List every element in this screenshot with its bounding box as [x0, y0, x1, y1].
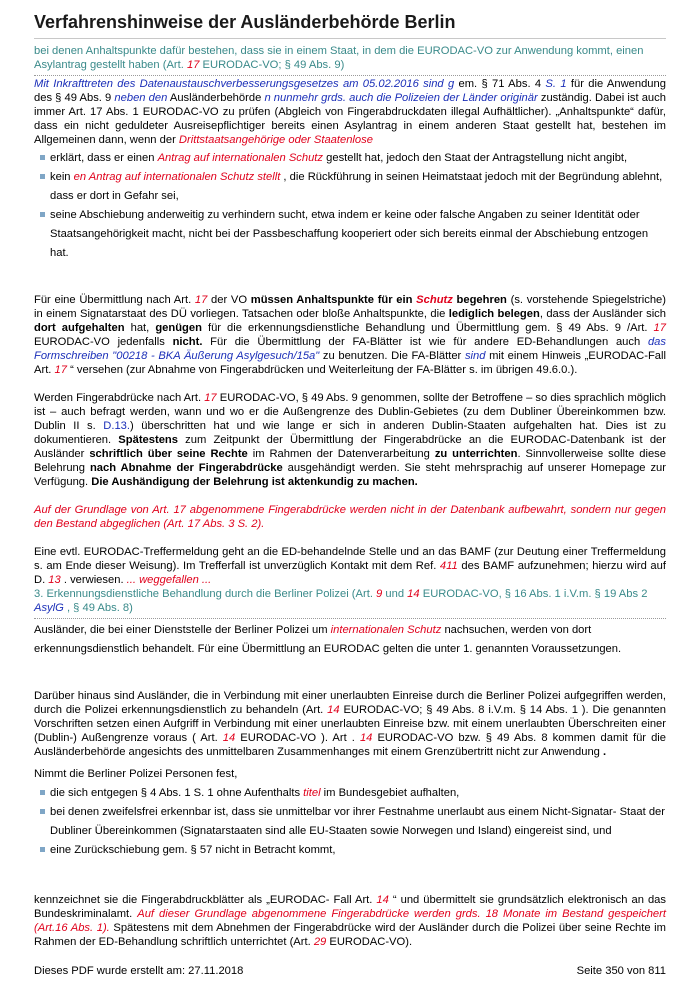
p2-s23: “ versehen (zur Abnahme von Fingerabdrücken und Weiterleitung der FA-Blätter s. im übrigen 49.6.0.).	[66, 364, 578, 376]
paragraph-treffermeldung	[34, 545, 666, 587]
p5-s5: . verwiesen.	[60, 574, 127, 586]
p3-s1: Werden Fingerabdrücke nach Art.	[34, 392, 205, 404]
p7-s3: EURODAC-VO; § 49 Abs. 8 i.V.m. § 14 Abs. 1 ). Die genannten Vorschriften setzen einen Aufgriff in Verbindung mit einer unerlaubten Einreise bzw. mit einem unerlaubten Überschreiten einer (Dublin-) Außengrenze voraus ( Art.	[34, 704, 666, 744]
p1-s7: n nunmehr grds. auch die Polizeien der Länder originär	[264, 92, 538, 104]
li-emph: titel	[303, 787, 321, 799]
p2-s4: müssen Anhaltspunkte für ein	[250, 294, 417, 306]
p9-s5: Spätestens mit dem Abnehmen der Fingerabdrücke wird der Ausländer durch die Polizei über seine Rechte im Rahmen der ED-Behandlung schriftlich unterrichtet (Art.	[34, 922, 666, 948]
h3-s7: , § 49 Abs. 8)	[63, 602, 133, 614]
p2-s7: (s. vorstehende Spiegelstriche) in einem Signatarstaat des DÜ vorliegen. Tatsachen oder bloße Anhaltspunkte, die	[34, 294, 666, 320]
p5-s6: ... weggefallen ...	[126, 574, 212, 586]
page-title: Verfahrenshinweise der Ausländerbehörde Berlin	[34, 10, 666, 39]
p7-s5: EURODAC-VO ). Art .	[235, 732, 360, 744]
bullet-icon	[40, 809, 45, 814]
p5-s3: des BAMF aufzunehmen; hierzu wird auf D.	[34, 560, 666, 586]
h3-s4: 14	[407, 588, 420, 600]
li-text: eine Zurückschiebung gem. § 57 nicht in Betracht kommt,	[50, 844, 336, 856]
p3-s9: im Rahmen der Datenverarbeitung	[247, 448, 435, 460]
p2-s15: EURODAC-VO jedenfalls	[34, 336, 173, 348]
intro-paragraph	[34, 44, 666, 72]
list-item	[34, 803, 666, 841]
li-emph: Antrag auf internationalen Schutz	[157, 152, 327, 164]
p9-s7: EURODAC-VO).	[326, 936, 413, 948]
paragraph-aufgegriffen	[34, 689, 666, 759]
li-text: die sich entgegen § 4 Abs. 1 S. 1 ohne Aufenthalts	[50, 787, 304, 799]
bullet-icon	[40, 174, 45, 179]
p3-s13: ausgehändigt werden. Sie steht mehrsprachig auf unserer Homepage zur Verfügung.	[34, 462, 666, 488]
article-ref: 17	[186, 59, 200, 71]
p3-s3: EURODAC-VO, § 49 Abs. 9 genommen, sollte der Betroffene – so dies sprachlich möglich ist – auch befragt werden, wann und wo er die Außengrenze des Dublin-Gebietes (zu dem Dubliner Übereinkommen bzw. Dublin II s.	[34, 392, 667, 432]
p3-s5: ) überschritten hat und wie lange er sich in anderen Dublin-Staaten aufgehalten hat. Dies ist zu dokumentieren.	[34, 420, 666, 446]
bullet-icon	[40, 212, 45, 217]
p1-s1: Mit Inkrafttreten des Datenaustauschverbesserungsgesetzes am 05.02.2016 sind g	[34, 78, 455, 90]
p2-s14: 17	[653, 322, 666, 334]
list-item	[34, 149, 666, 168]
footer-created-date: Dieses PDF wurde erstellt am: 27.11.2018	[34, 965, 244, 977]
paragraph-inkrafttreten	[34, 77, 666, 147]
list-item	[34, 206, 666, 263]
p5-s2: 411	[439, 560, 458, 572]
p6-s2: internationalen Schutz	[330, 624, 442, 636]
p2-s5: Schutz	[416, 294, 453, 306]
p2-s8: lediglich belegen	[448, 308, 540, 320]
p2-s17: Für die Übermittlung der FA-Blätter ist wie für andere ED-Behandlungen auch	[202, 336, 648, 348]
p1-s4: für die Anwendung des § 49 Abs. 9	[34, 78, 666, 104]
link-d13[interactable]: D.13.	[103, 420, 130, 432]
bullet-icon	[40, 847, 45, 852]
p3-s11: . Sinnvollerweise sollte diese Belehrung	[34, 448, 666, 474]
p6-s3: nachsuchen, werden von dort erkennungsdienstlich behandelt. Für eine Übermittlung an EURODAC gelten die unter 1. genannten Voraussetzungen.	[34, 624, 622, 655]
p7-s7: EURODAC-VO bzw. § 49 Abs. 8 kommen damit für die Ausländerbehörde angesichts des unmittelbaren Zusammenhanges mit einem Grenzübertritt nicht zur Anwendung	[34, 732, 666, 758]
p2-s18: das Formschreiben "00218 - BKA Äußerung Asylgesuch/15a"	[34, 336, 666, 362]
p2-s12: genügen	[155, 322, 202, 334]
p1-s3: S. 1	[545, 78, 567, 90]
p2-s20: sind	[464, 350, 486, 362]
p3-s14: Die Aushändigung der Belehrung ist aktenkundig zu machen.	[91, 476, 418, 488]
divider	[34, 618, 666, 619]
p2-s2: 17	[194, 294, 208, 306]
list-item	[34, 841, 666, 860]
li-emph: en Antrag auf internationalen Schutz stellt	[73, 171, 281, 183]
p1-s6: Ausländerbehörde	[167, 92, 265, 104]
p1-s9: Drittstaatsangehörige oder Staatenlose	[178, 134, 373, 146]
bullet-icon	[40, 790, 45, 795]
p2-s19: zu benutzen. Die FA-Blätter	[319, 350, 465, 362]
li-text-end: im Bundesgebiet aufhalten,	[320, 787, 460, 799]
p1-s8: zuständig. Dabei ist auch immer Art. 17 Abs. 1 EURODAC-VO zu prüfen (Abgleich von Fingerabdruckdaten illegal Aufhältlicher). „Anhaltspunkte“ dafür, dass ein nicht geduldeter Ausreisepflichtiger bereits einen Asylantrag in einem anderen Staat gestellt hat, bestehen im Allgemeinen dann, wenn der	[34, 92, 666, 146]
p9-s6: 29	[313, 936, 327, 948]
intro-text-end: EURODAC-VO; § 49 Abs. 9)	[199, 59, 345, 71]
h3-s6: AsylG	[34, 602, 64, 614]
p2-s3: der VO	[207, 294, 251, 306]
p1-s2: em. § 71 Abs. 4	[454, 78, 546, 90]
p2-s21: mit einem Hinweis „EURODAC-Fall Art.	[34, 350, 666, 376]
list-item	[34, 784, 666, 803]
p7-s8: .	[603, 746, 607, 758]
list-festnahme	[34, 784, 666, 860]
p9-s2: 14	[376, 894, 389, 906]
p2-s6: begehren	[452, 294, 507, 306]
p7-s1: Darüber hinaus sind Ausländer, die in Verbindung mit einer unerlaubten Einreise durch die Berliner Polizei aufgegriffen werden, durch die Polizei erkennungsdienstlich zu behandeln (Art.	[34, 690, 666, 716]
h3-s1: 3. Erkennungsdienstliche Behandlung durch die Berliner Polizei (Art.	[34, 588, 377, 600]
p7-s6: 14	[359, 732, 373, 744]
p3-s6: Spätestens	[118, 434, 178, 446]
document-page	[34, 10, 666, 949]
p2-s10: dort aufgehalten	[34, 322, 125, 334]
p9-s1: kennzeichnet sie die Fingerabdruckblätter als „EURODAC- Fall Art.	[34, 894, 377, 906]
page-footer	[34, 964, 666, 978]
p5-s4: 13	[48, 574, 61, 586]
p9-s4: Auf dieser Grundlage abgenommene Fingerabdrücke werden grds. 18 Monate im Bestand gespeichert (Art.16 Abs. 1).	[34, 908, 666, 934]
p2-s9: , dass der Ausländer sich	[539, 308, 666, 320]
bullet-icon	[40, 155, 45, 160]
li-text: bei denen zweifelsfrei erkennbar ist, dass sie unmittelbar vor ihrer Festnahme unerlaubt aus einem Nicht-Signatar- Staat der Dubliner Übereinkommen (Signatarstaaten sind alle EU-Staaten sowie Norwegen und Island) eingereist sind, und	[50, 806, 665, 837]
paragraph-grundlage-art17: Auf der Grundlage von Art. 17 abgenommene Fingerabdrücke werden nicht in der Datenbank aufbewahrt, sondern nur gegen den Bestand abgeglichen (Art. 17 Abs. 3 S. 2).	[34, 504, 666, 530]
list-anhaltspunkte	[34, 149, 666, 263]
intro-text: bei denen Anhaltspunkte dafür bestehen, dass sie in einem Staat, in dem die EURODAC-VO zur Anwendung kommt, einen Asylantrag gestellt haben (Art.	[34, 45, 644, 71]
h3-s5: EURODAC-VO, § 16 Abs. 1 i.V.m. § 19 Abs 2	[419, 588, 648, 600]
p9-s3: “ und übermittelt sie grundsätzlich elektronisch an das Bundeskriminalamt.	[34, 894, 666, 920]
li-text-end: , die Rückführung in seinen Heimatstaat jedoch mit der Begründung ablehnt, dass er dort in Gefahr sei,	[50, 171, 663, 202]
p6-s1: Ausländer, die bei einer Dienststelle der Berliner Polizei um	[34, 624, 331, 636]
p2-s16: nicht.	[172, 336, 203, 348]
paragraph-berliner-polizei	[34, 621, 666, 659]
p3-s2: 17	[204, 392, 217, 404]
p7-s4: 14	[222, 732, 236, 744]
p2-s11: hat,	[124, 322, 156, 334]
p7-s2: 14	[327, 704, 340, 716]
p1-s5: neben den	[114, 92, 168, 104]
p2-s22: 17	[54, 364, 67, 376]
p3-s7: zum Zeitpunkt der Übermittlung der Fingerabdrücke an die EURODAC-Datenbank ist der Ausländer	[34, 434, 666, 460]
section-heading-3	[34, 587, 666, 615]
p3-s8: schriftlich über seine Rechte	[89, 448, 248, 460]
paragraph-kennzeichnung	[34, 893, 666, 949]
divider	[34, 75, 666, 76]
paragraph-fingerabdruecke	[34, 391, 666, 489]
li-text: seine Abschiebung anderweitig zu verhindern sucht, etwa indem er keine oder falsche Angaben zu seiner Identität oder Staatsangehörigkeit macht, nicht bei der Passbeschaffung kooperiert oder sich bereits einmal der Abschiebung entzogen hat.	[50, 209, 649, 259]
p2-s13: für die erkennungsdienstliche Behandlung und Übermittlung gem. § 49 Abs. 9 /Art.	[201, 322, 654, 334]
p3-s12: nach Abnahme der Fingerabdrücke	[89, 462, 283, 474]
li-text: erklärt, dass er einen	[50, 152, 158, 164]
p3-s10: zu unterrichten	[434, 448, 518, 460]
h3-s2: 9	[376, 588, 383, 600]
paragraph-uebermittlung	[34, 293, 666, 377]
footer-page-number: Seite 350 von 811	[576, 965, 666, 977]
h3-s3: und	[382, 588, 408, 600]
paragraph-festnahme: Nimmt die Berliner Polizei Personen fest,	[34, 768, 238, 780]
p2-s1: Für eine Übermittlung nach Art.	[34, 294, 195, 306]
li-text: kein	[50, 171, 74, 183]
p5-s1: Eine evtl. EURODAC-Treffermeldung geht an die ED-behandelnde Stelle und an das BAMF (zur Deutung einer Treffermeldung s. am Ende dieser Weisung). Im Trefferfall ist unverzüglich Kontakt mit dem Ref.	[34, 546, 666, 572]
list-item	[34, 168, 666, 206]
li-text-end: gestellt hat, jedoch den Staat der Antragstellung nicht angibt,	[326, 152, 628, 164]
